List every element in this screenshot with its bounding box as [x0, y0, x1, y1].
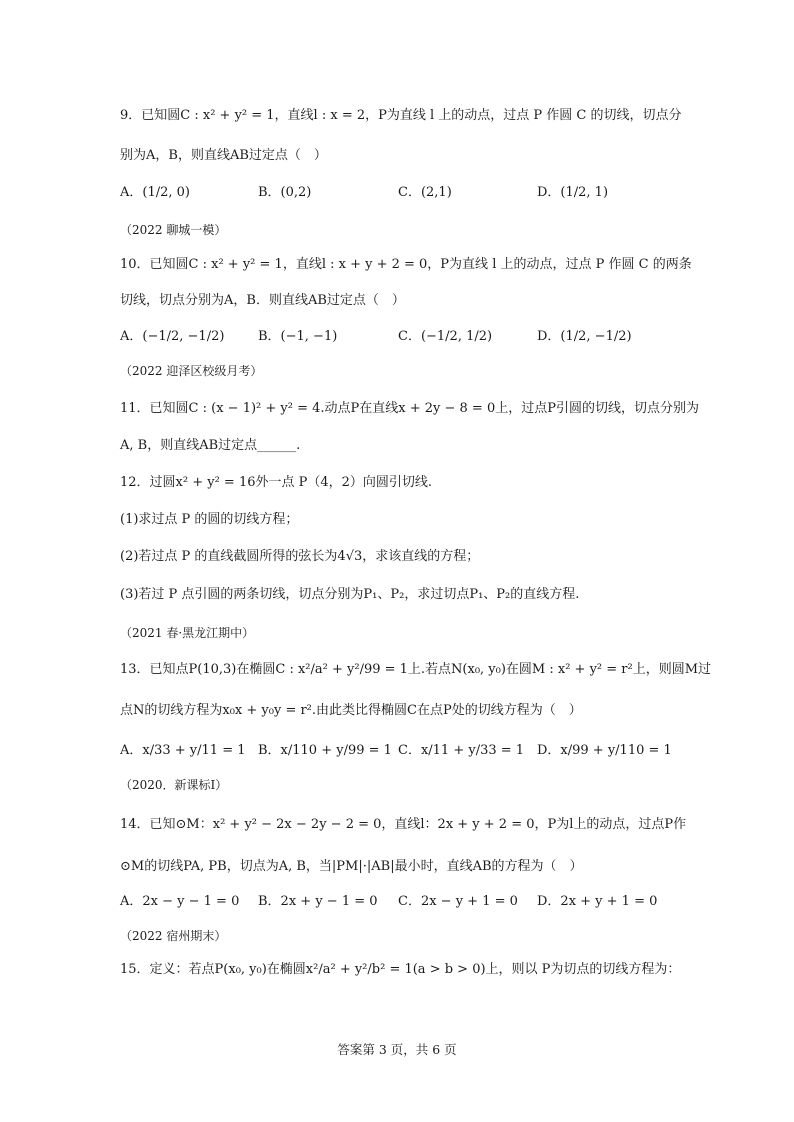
q10-option-c: C．(−1/2, 1/2) — [398, 329, 493, 344]
q9-option-c: C．(2,1) — [398, 185, 452, 200]
q13-option-b: B．x/110 + y/99 = 1 — [258, 743, 392, 758]
q9-option-a: A．(1/2, 0) — [120, 185, 190, 200]
q9-line2: 别为A，B，则直线AB过定点（ ） — [120, 148, 327, 163]
page-footer: 答案第 3 页，共 6 页 — [337, 1042, 457, 1057]
q10-line1: 10．已知圆C : x² + y² = 1，直线l : x + y + 2 = 0，P为直线 l 上的动点，过点 P 作圆 C 的两条 — [120, 257, 692, 272]
q14-option-b: B．2x + y − 1 = 0 — [258, 894, 378, 909]
q12-part1: (1)求过点 P 的圆的切线方程； — [120, 512, 299, 527]
q9-source: （2022 聊城一模） — [120, 223, 227, 237]
q9-line1: 9．已知圆C : x² + y² = 1，直线l : x = 2，P为直线 l 上的动点，过点 P 作圆 C 的切线，切点分 — [120, 108, 682, 123]
q13-line2: 点N的切线方程为x₀x + y₀y = r².由此类比得椭圆C在点P处的切线方程为（ ） — [120, 703, 582, 718]
q12-line1: 12．过圆x² + y² = 16外一点 P（4，2）向圆引切线. — [120, 475, 433, 490]
q10-option-d: D．(1/2, −1/2) — [537, 329, 632, 344]
q10-line2: 切线，切点分别为A，B．则直线AB过定点（ ） — [120, 293, 405, 308]
q13-line1: 13．已知点P(10,3)在椭圆C : x²/a² + y²/99 = 1上.若点N(x₀, y₀)在圆M : x² + y² = r²上，则圆M过 — [120, 662, 712, 677]
q14-option-d: D．2x + y + 1 = 0 — [537, 894, 658, 909]
q11-line2: A, B，则直线AB过定点______. — [120, 438, 301, 453]
q10-option-b: B．(−1, −1) — [258, 329, 338, 344]
q14-option-a: A．2x − y − 1 = 0 — [120, 894, 240, 909]
q14-option-c: C．2x − y + 1 = 0 — [398, 894, 518, 909]
q12-part2: (2)若过点 P 的直线截圆所得的弦长为4√3，求该直线的方程； — [120, 549, 480, 564]
q13-option-a: A．x/33 + y/11 = 1 — [120, 743, 246, 758]
q13-option-c: C．x/11 + y/33 = 1 — [398, 743, 525, 758]
q9-option-b: B．(0,2) — [258, 185, 312, 200]
q10-option-a: A．(−1/2, −1/2) — [120, 329, 225, 344]
q14-line1: 14．已知⊙M：x² + y² − 2x − 2y − 2 = 0，直线l：2x + y + 2 = 0，P为l上的动点，过点P作 — [120, 817, 687, 832]
q10-source: （2022 迎泽区校级月考） — [120, 364, 263, 378]
q12-part3: (3)若过 P 点引圆的两条切线，切点分别为P₁、P₂，求过切点P₁、P₂的直线方程. — [120, 587, 580, 602]
q9-option-d: D．(1/2, 1) — [537, 185, 609, 200]
q13-option-d: D．x/99 + y/110 = 1 — [537, 743, 672, 758]
q14-source: （2022 宿州期末） — [120, 929, 227, 943]
q13-source: （2020．新课标Ⅰ） — [120, 778, 228, 792]
q11-line1: 11．已知圆C : (x − 1)² + y² = 4.动点P在直线x + 2y − 8 = 0上，过点P引圆的切线，切点分别为 — [120, 401, 699, 416]
q14-line2: ⊙M的切线PA, PB，切点为A, B，当|PM|·|AB|最小时，直线AB的方程为（ ） — [120, 859, 583, 874]
q15-line1: 15．定义：若点P(x₀, y₀)在椭圆x²/a² + y²/b² = 1(a > b > 0)上，则以 P为切点的切线方程为： — [120, 962, 681, 977]
q12-source: （2021 春·黑龙江期中） — [120, 626, 255, 640]
